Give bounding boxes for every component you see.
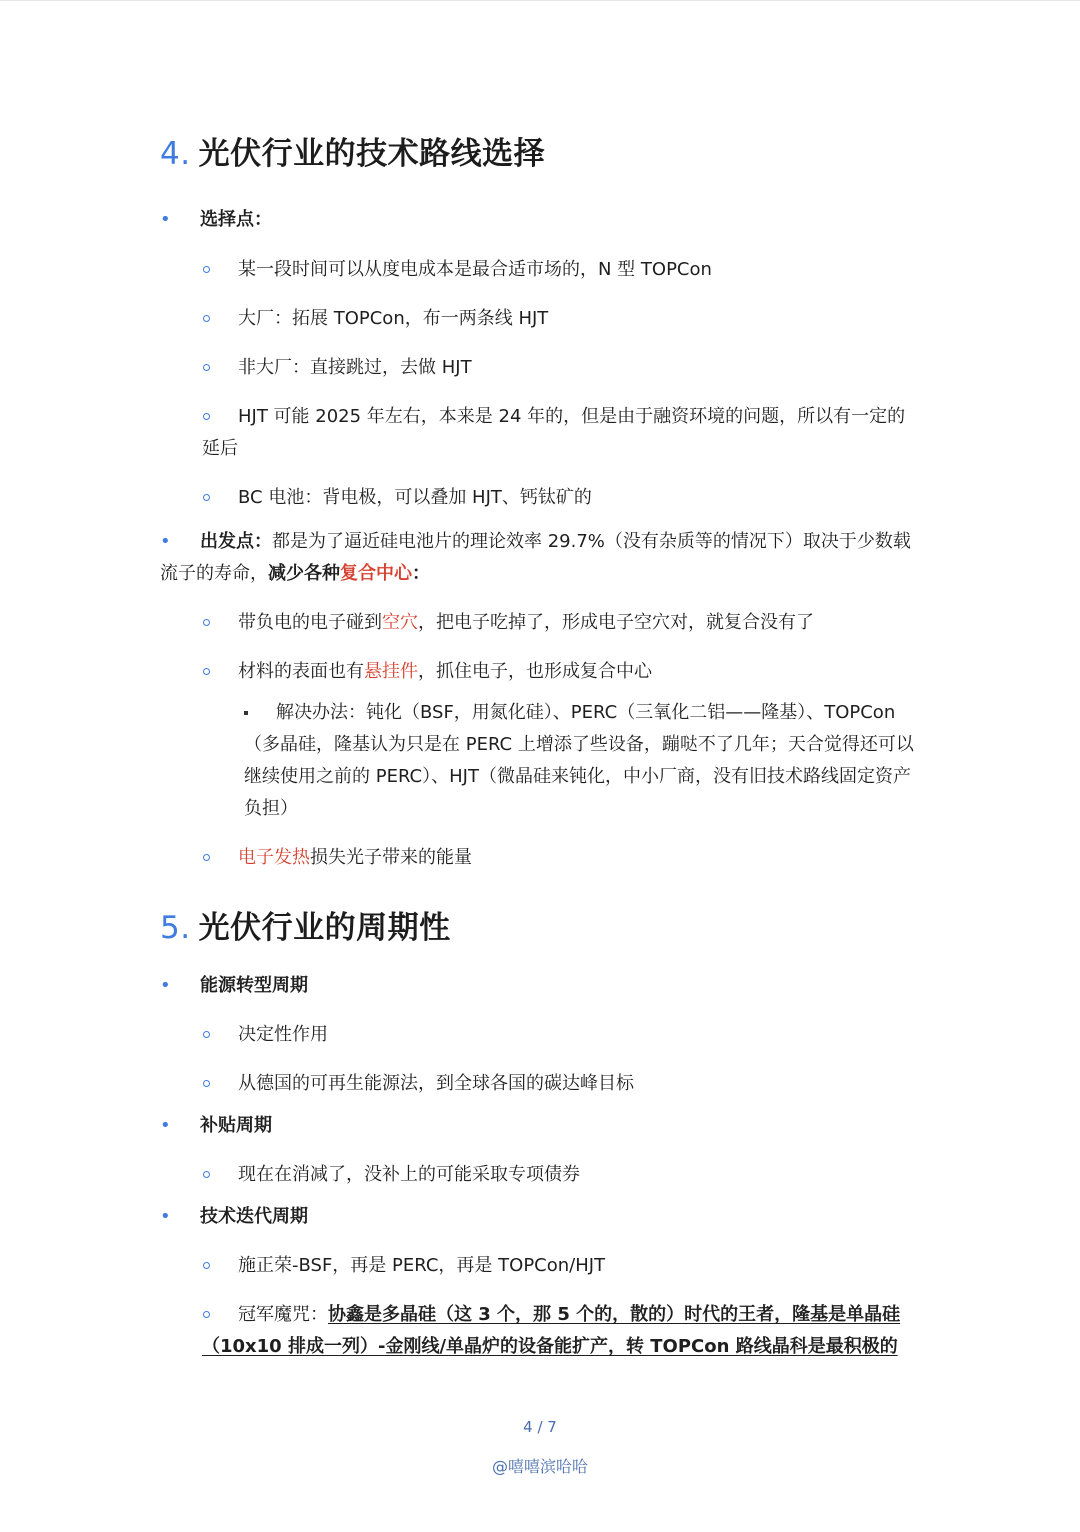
bullet-ring-icon (203, 315, 210, 322)
bullet-ring-icon (203, 364, 210, 371)
bullet-ring-icon (203, 619, 210, 626)
champion-curse-text: 协鑫是多晶硅（这 3 个，那 5 个的，散的）时代的王者，隆基是单晶硅（10x10 排成一列）-金刚线/单晶炉的设备能扩产，转 TOPCon 路线晶科是最积极的 (202, 1304, 901, 1357)
bullet-ring-icon (203, 1171, 210, 1178)
bullet-subsidy-cycle: • 补贴周期 (160, 1110, 920, 1142)
hole-highlight: 空穴 (382, 612, 418, 633)
bullet-selection-points (160, 204, 920, 236)
bullet-dot-icon: • (160, 209, 171, 230)
list-item: 材料的表面也有悬挂件，抓住电子，也形成复合中心 (202, 656, 920, 688)
list-item: 冠军魔咒：协鑫是多晶硅（这 3 个，那 5 个的，散的）时代的王者，隆基是单晶硅（10x10 排成一列）-金刚线/单晶炉的设备能扩产，转 TOPCon 路线晶科是最积极的 (202, 1304, 901, 1357)
bullet-ring-icon (203, 668, 210, 675)
bullet-ring-icon (203, 1262, 210, 1269)
bullet-dot-icon: • (160, 1115, 171, 1136)
section-5-heading (160, 904, 920, 952)
bullet-ring-icon (203, 494, 210, 501)
bullet-dot-icon: • (160, 531, 171, 552)
author-handle: @嘻嘻滨哈哈 (491, 1457, 588, 1476)
dangling-bond-highlight: 悬挂件 (364, 661, 418, 682)
section-4-heading (160, 130, 920, 178)
electron-heating-highlight: 电子发热 (238, 847, 310, 868)
recombination-center-highlight: 复合中心 (340, 563, 412, 584)
list-item: 现在在消减了，没补上的可能采取专项债券 (202, 1159, 920, 1191)
list-item: 非大厂：直接跳过，去做 HJT (202, 352, 920, 384)
starting-point-label: 出发点： (200, 531, 272, 552)
bullet-ring-icon (203, 1311, 210, 1318)
bullet-ring-icon (203, 266, 210, 273)
list-item: 带负电的电子碰到空穴，把电子吃掉了，形成电子空穴对，就复合没有了 (202, 607, 920, 639)
list-item: 大厂：拓展 TOPCon，布一两条线 HJT (202, 303, 920, 335)
list-item: 某一段时间可以从度电成本是最合适市场的，N 型 TOPCon (202, 254, 920, 286)
page-number: 4 / 7 (523, 1418, 557, 1436)
selection-points-label: 选择点： (200, 209, 272, 230)
section-4-number: 4. (160, 136, 191, 172)
section-5-title: 光伏行业的周期性 (198, 910, 451, 946)
bullet-ring-icon (203, 854, 210, 861)
section-4-title: 光伏行业的技术路线选择 (198, 136, 546, 172)
bullet-energy-transition-cycle: • 能源转型周期 (160, 970, 920, 1002)
bullet-dot-icon: • (160, 1206, 171, 1227)
bullet-ring-icon (203, 1080, 210, 1087)
document-page (160, 130, 920, 1363)
list-item: BC 电池：背电极，可以叠加 HJT、钙钛矿的 (202, 482, 920, 514)
bullet-dot-icon: • (160, 975, 171, 996)
section-5-number: 5. (160, 910, 191, 946)
list-item: HJT 可能 2025 年左右，本来是 24 年的，但是由于融资环境的问题，所以有一定的延后 (202, 406, 906, 459)
bullet-starting-point: • 出发点：都是为了逼近硅电池片的理论效率 29.7%（没有杂质等的情况下）取决于少数载流子的寿命，减少各种复合中心： (160, 526, 920, 590)
bullet-tech-iteration-cycle: • 技术迭代周期 (160, 1201, 920, 1233)
list-item: 施正荣-BSF，再是 PERC，再是 TOPCon/HJT (202, 1250, 920, 1282)
list-item: 电子发热损失光子带来的能量 (202, 842, 920, 874)
list-item: 决定性作用 (202, 1019, 920, 1051)
solution-item: 解决办法：钝化（BSF，用氮化硅）、PERC（三氧化二铝——隆基）、TOPCon（多晶硅，隆基认为只是在 PERC 上增添了些设备，蹦哒不了几年；天合觉得还可以继续使用之前的 PERC）、HJT（微晶硅来钝化，中小厂商，没有旧技术路线固定资产负担） (244, 702, 914, 819)
top-divider (0, 0, 1080, 1)
bullet-ring-icon (203, 1031, 210, 1038)
bullet-ring-icon (203, 413, 210, 420)
square-bullet-icon (244, 711, 248, 715)
list-item: 从德国的可再生能源法，到全球各国的碳达峰目标 (202, 1068, 920, 1100)
